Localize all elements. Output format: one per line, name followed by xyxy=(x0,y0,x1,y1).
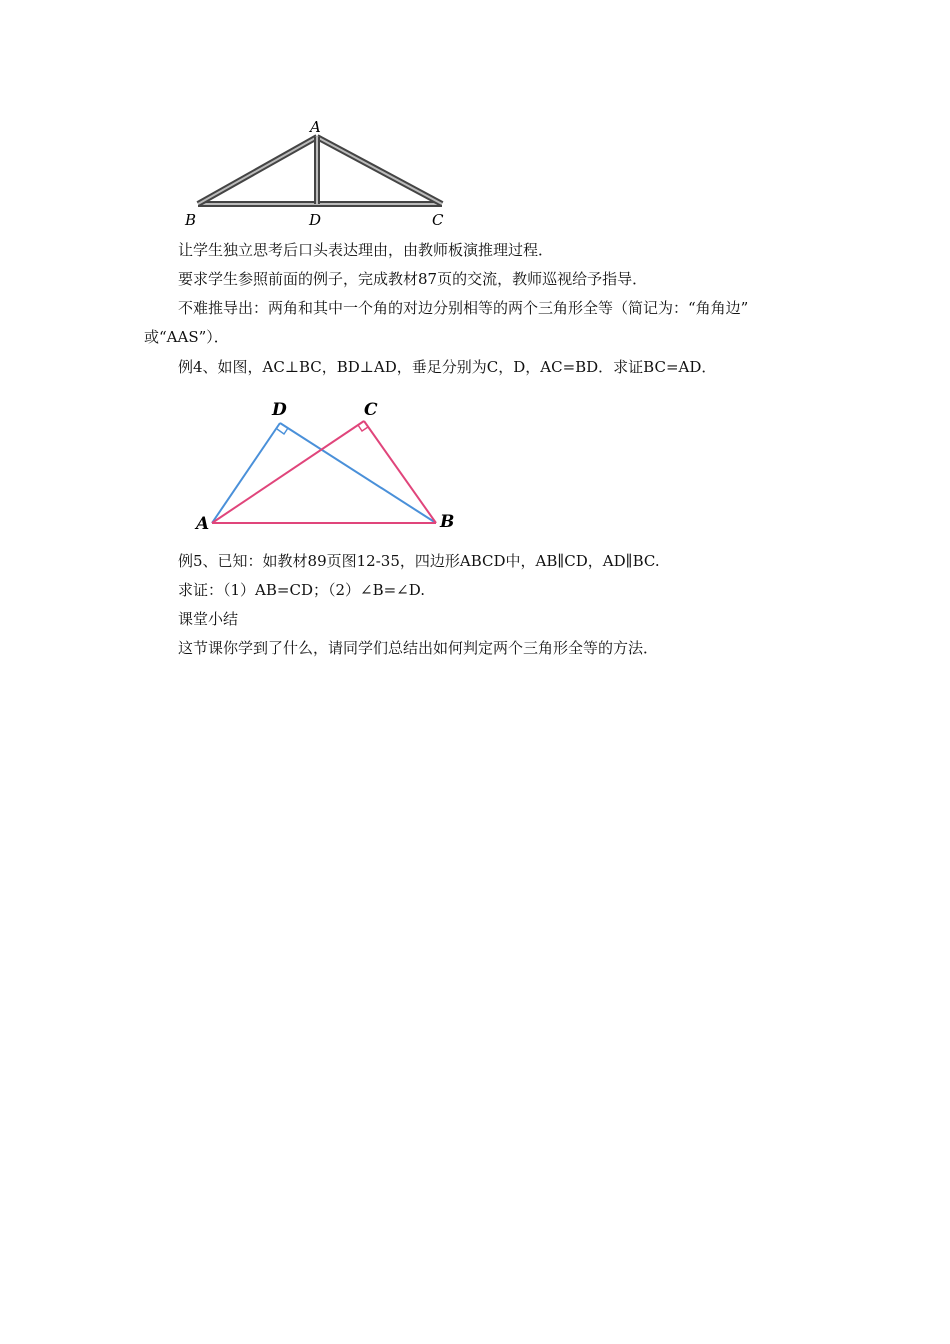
truss-triangle-figure xyxy=(180,112,460,232)
right-angle-d xyxy=(277,428,288,434)
summary-paragraph: 这节课你学到了什么，请同学们总结出如何判定两个三角形全等的方法． xyxy=(178,639,659,657)
paragraph-3b: 或“AAS”）． xyxy=(144,328,229,346)
label-c-2: C xyxy=(364,400,378,420)
label-b-2: B xyxy=(440,512,455,532)
prove-statement: 求证：（1）AB=CD；（2）∠B=∠D. xyxy=(178,581,426,599)
label-d-2: D xyxy=(272,400,287,420)
example-5: 例5、已知：如教材89页图12-35，四边形ABCD中，AB∥CD，AD∥BC. xyxy=(178,552,660,570)
label-c: C xyxy=(432,211,444,229)
segment-ad xyxy=(212,423,280,523)
example-4: 例4、如图，AC⊥BC，BD⊥AD，垂足分别为C，D，AC=BD．求证BC=AD． xyxy=(178,358,717,376)
label-b: B xyxy=(185,211,197,229)
segment-cb xyxy=(364,421,436,523)
paragraph-1: 让学生独立思考后口头表达理由，由教师板演推理过程． xyxy=(178,241,554,259)
crossing-triangles-figure xyxy=(190,393,470,538)
truss-beams xyxy=(198,137,442,204)
section-heading-summary: 课堂小结 xyxy=(178,610,239,628)
label-a: A xyxy=(310,118,321,136)
segment-ac xyxy=(212,421,364,523)
paragraph-3a: 不难推导出：两角和其中一个角的对边分别相等的两个三角形全等（简记为：“角角边” xyxy=(178,299,749,317)
label-d: D xyxy=(309,211,322,229)
label-a-2: A xyxy=(196,514,210,534)
paragraph-2: 要求学生参照前面的例子，完成教材87页的交流，教师巡视给予指导． xyxy=(178,270,648,288)
segment-db xyxy=(280,423,436,523)
blue-triangle xyxy=(212,423,436,523)
